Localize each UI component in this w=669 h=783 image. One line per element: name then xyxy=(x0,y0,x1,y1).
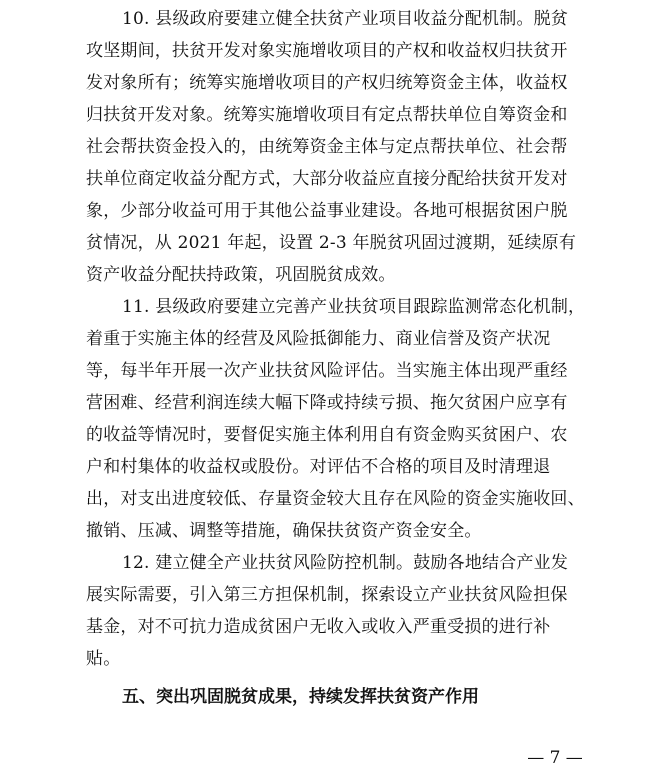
paragraph-line: 展实际需要，引入第三方担保机制，探索设立产业扶贫风险担保 xyxy=(86,585,568,605)
paragraph-line: 户和村集体的收益权或股份。对评估不合格的项目及时清理退 xyxy=(86,457,551,477)
paragraph-line: 攻坚期间，扶贫开发对象实施增收项目的产权和收益权归扶贫开 xyxy=(86,41,568,61)
paragraph-line: 象，少部分收益可用于其他公益事业建设。各地可根据贫困户脱 xyxy=(86,201,568,221)
paragraph-line: 出，对支出进度较低、存量资金较大且存在风险的资金实施收回、 xyxy=(86,489,585,509)
paragraph-line: 等，每半年开展一次产业扶贫风险评估。当实施主体出现严重经 xyxy=(86,361,568,381)
section-heading: 五、突出巩固脱贫成果，持续发挥扶贫资产作用 xyxy=(122,687,479,707)
paragraph-line: 11. 县级政府要建立完善产业扶贫项目跟踪监测常态化机制， xyxy=(122,297,586,317)
paragraph-line: 资产收益分配扶持政策，巩固脱贫成效。 xyxy=(86,265,396,285)
paragraph-line: 10. 县级政府要建立健全扶贫产业项目收益分配机制。脱贫 xyxy=(122,9,569,29)
paragraph-line: 贫情况，从 2021 年起，设置 2-3 年脱贫巩固过渡期，延续原有 xyxy=(86,233,577,253)
paragraph-line: 的收益等情况时，要督促实施主体利用自有资金购买贫困户、农 xyxy=(86,425,568,445)
paragraph-line: 发对象所有；统筹实施增收项目的产权归统筹资金主体，收益权 xyxy=(86,73,568,93)
paragraph-line: 基金，对不可抗力造成贫困户无收入或收入严重受损的进行补 xyxy=(86,617,551,637)
paragraph-line: 扶单位商定收益分配方式，大部分收益应直接分配给扶贫开发对 xyxy=(86,169,568,189)
paragraph-line: 撤销、压减、调整等措施，确保扶贫资产资金安全。 xyxy=(86,521,482,541)
paragraph-line: 营困难、经营利润连续大幅下降或持续亏损、拖欠贫困户应享有 xyxy=(86,393,568,413)
paragraph-line: 12. 建立健全产业扶贫风险防控机制。鼓励各地结合产业发 xyxy=(122,553,569,573)
paragraph-line: 社会帮扶资金投入的，由统筹资金主体与定点帮扶单位、社会帮 xyxy=(86,137,568,157)
paragraph-line: 归扶贫开发对象。统筹实施增收项目有定点帮扶单位自筹资金和 xyxy=(86,105,568,125)
paragraph-line: 贴。 xyxy=(86,649,121,669)
paragraph-line: 着重于实施主体的经营及风险抵御能力、商业信誉及资产状况 xyxy=(86,329,551,349)
page-number: — 7 — xyxy=(527,748,583,768)
